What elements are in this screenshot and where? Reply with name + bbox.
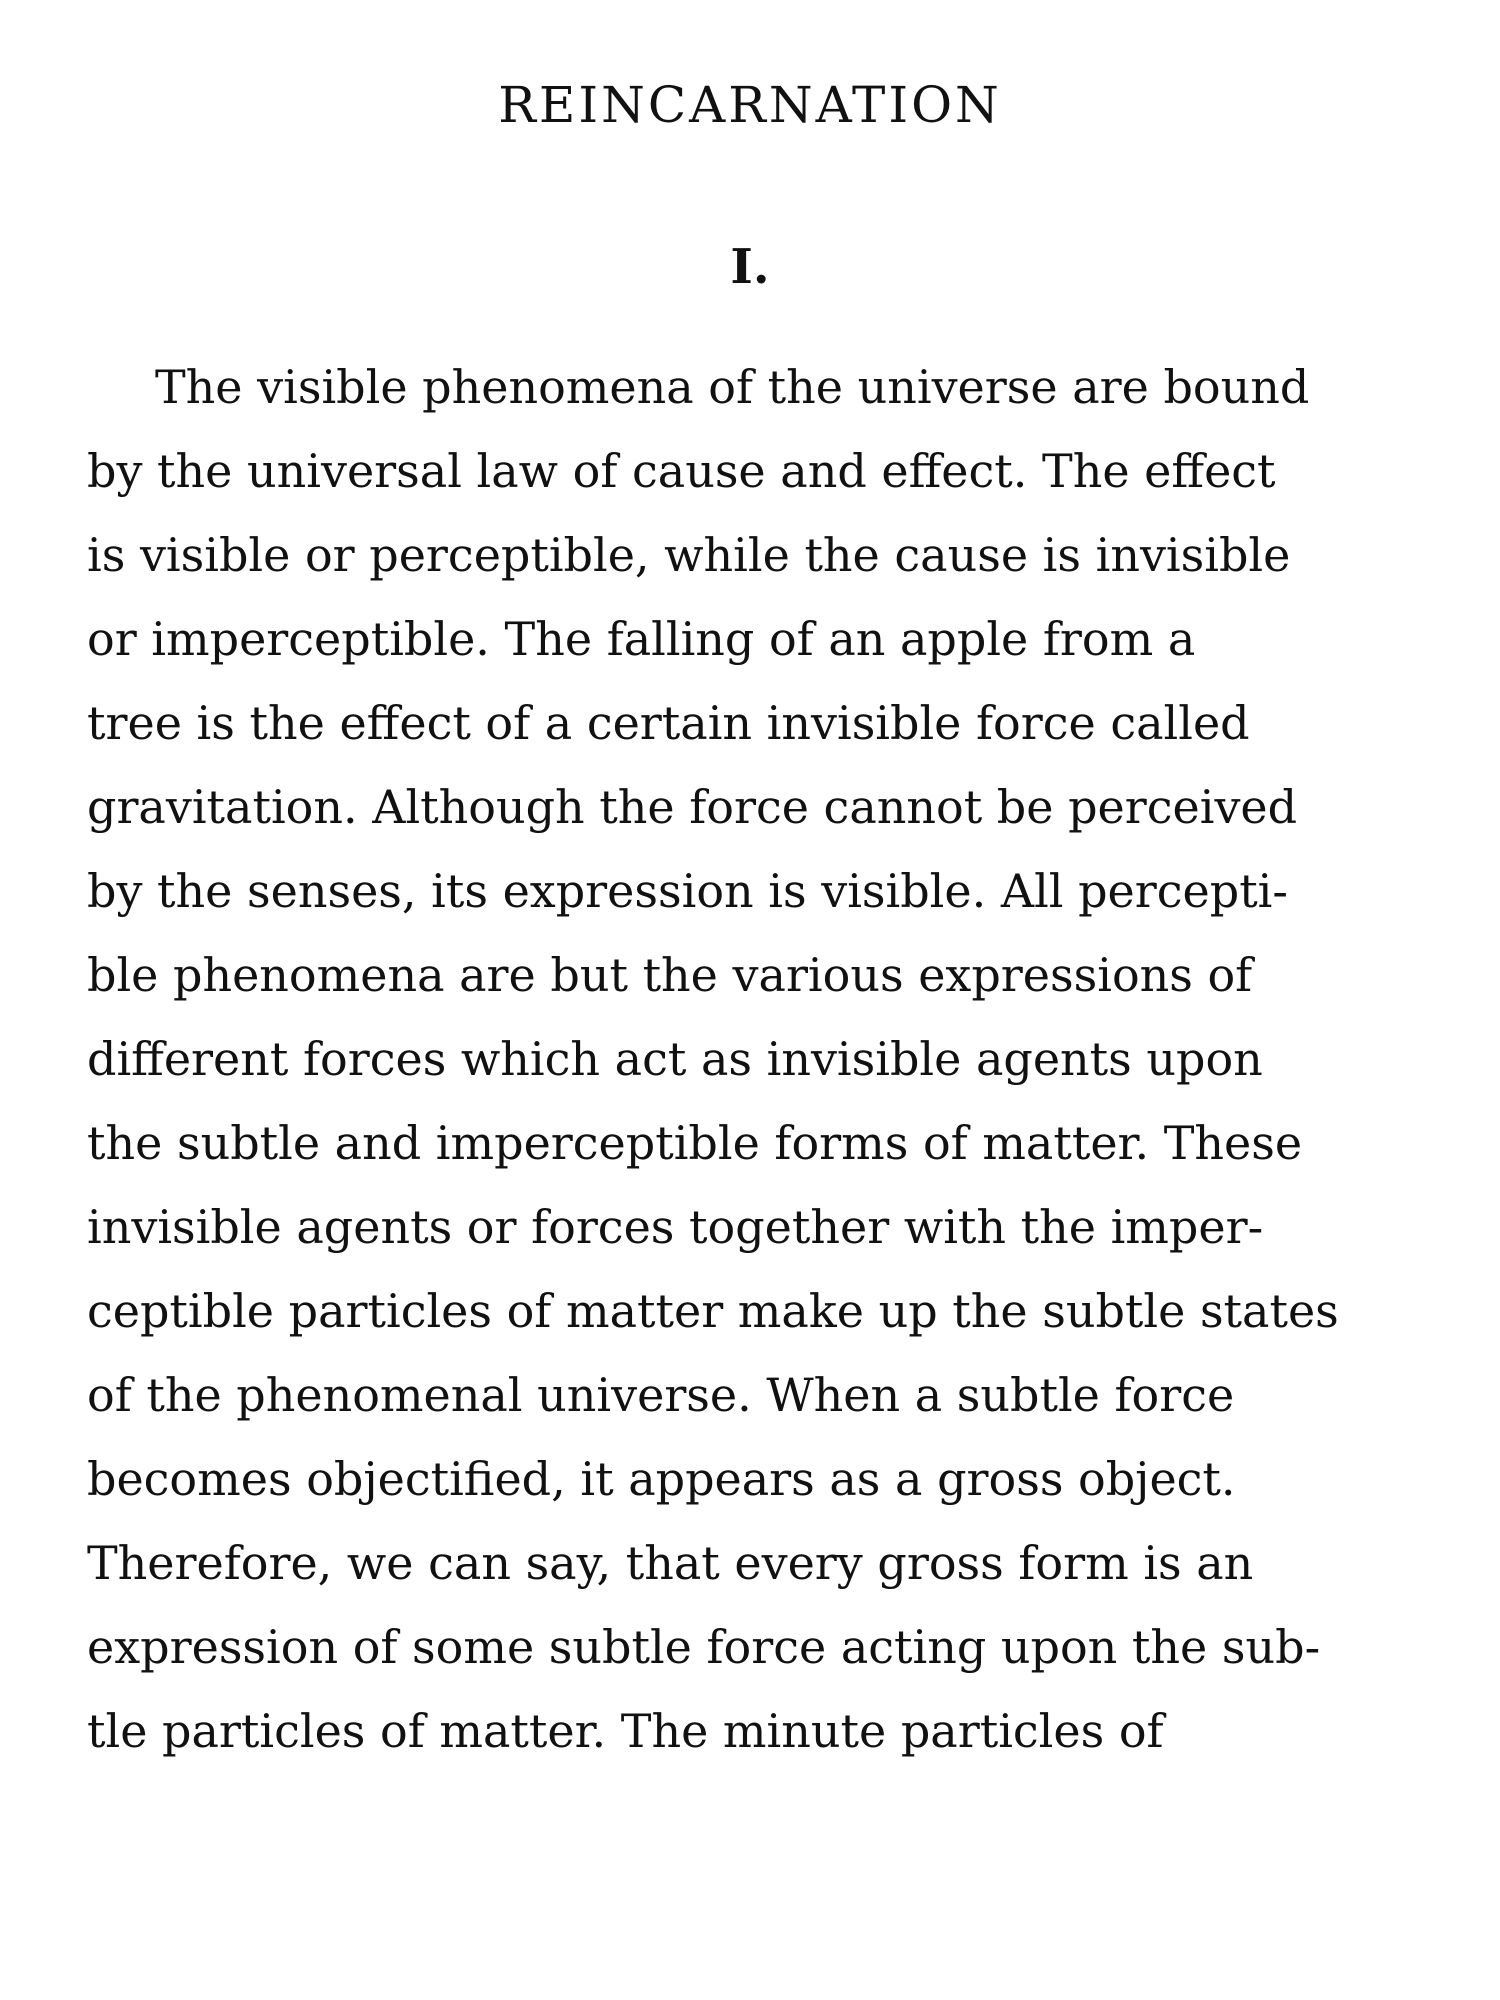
text-line: The visible phenomena of the universe are bound bbox=[155, 360, 1310, 414]
text-line: the subtle and imperceptible forms of matter. These bbox=[87, 1116, 1303, 1170]
text-line: becomes objectified, it appears as a gross object. bbox=[87, 1452, 1236, 1506]
text-line: tle particles of matter. The minute particles of bbox=[87, 1704, 1164, 1758]
text-line: by the senses, its expression is visible. All percepti- bbox=[87, 864, 1288, 918]
text-line: Therefore, we can say, that every gross form is an bbox=[87, 1536, 1254, 1590]
text-line: invisible agents or forces together with the imper- bbox=[87, 1200, 1264, 1254]
body-paragraph bbox=[87, 345, 1430, 1773]
text-line: different forces which act as invisible agents upon bbox=[87, 1032, 1263, 1086]
text-line: expression of some subtle force acting upon the sub- bbox=[87, 1620, 1321, 1674]
text-line: or imperceptible. The falling of an apple from a bbox=[87, 612, 1196, 666]
text-line: is visible or perceptible, while the cause is invisible bbox=[87, 528, 1291, 582]
text-line: of the phenomenal universe. When a subtle force bbox=[87, 1368, 1235, 1422]
section-number: I. bbox=[730, 239, 770, 295]
page-title: REINCARNATION bbox=[498, 76, 1002, 134]
text-line: by the universal law of cause and effect. The effect bbox=[87, 444, 1276, 498]
text-line: ceptible particles of matter make up the subtle states bbox=[87, 1284, 1339, 1338]
text-line: ble phenomena are but the various expressions of bbox=[87, 948, 1253, 1002]
text-line: gravitation. Although the force cannot be perceived bbox=[87, 780, 1298, 834]
text-line: tree is the effect of a certain invisible force called bbox=[87, 696, 1250, 750]
